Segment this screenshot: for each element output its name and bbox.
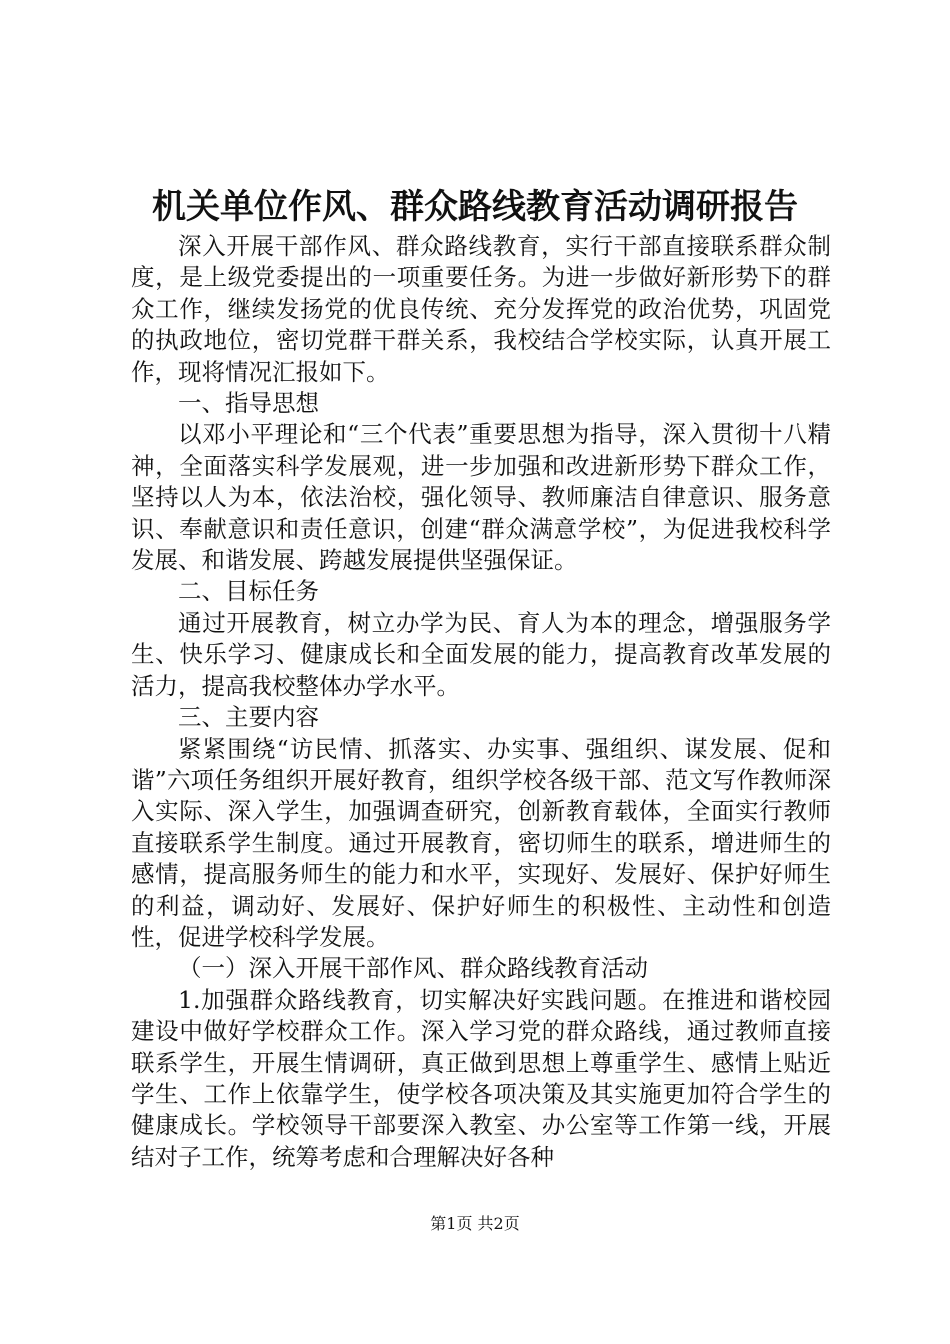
section-heading-guiding-thought: 一、指导思想 xyxy=(178,389,319,418)
document-body xyxy=(131,231,831,1173)
paragraph-item-1: 1.加强群众路线教育，切实解决好实践问题。在推进和谐校园建设中做好学校群众工作。深入学习党的群众路线，通过教师直接联系学生，开展生情调研，真正做到思想上尊重学生、感情上贴近学生、工作上依靠学生，使学校各项决策及其实施更加符合学生的健康成长。学校领导干部要深入教室、办公室等工作第一线，开展结对子工作，统筹考虑和合理解决好各种 xyxy=(131,985,831,1171)
subsection-heading-1: （一）深入开展干部作风、群众路线教育活动 xyxy=(178,954,648,983)
section-heading-main-content: 三、主要内容 xyxy=(178,703,319,732)
document-title: 机关单位作风、群众路线教育活动调研报告 xyxy=(152,187,798,227)
paragraph-goals: 通过开展教育，树立办学为民、育人为本的理念，增强服务学生、快乐学习、健康成长和全面发展的能力，提高教育改革发展的活力，提高我校整体办学水平。 xyxy=(131,608,831,700)
paragraph-guiding-thought: 以邓小平理论和“三个代表”重要思想为指导，深入贯彻十八精神，全面落实科学发展观，进一步加强和改进新形势下群众工作，坚持以人为本，依法治校，强化领导、教师廉洁自律意识、服务意识、奉献意识和责任意识，创建“群众满意学校”，为促进我校科学发展、和谐发展、跨越发展提供坚强保证。 xyxy=(131,420,831,575)
page-footer: 第1页 共2页 xyxy=(430,1214,520,1233)
section-heading-goals: 二、目标任务 xyxy=(178,577,319,606)
paragraph-intro: 深入开展干部作风、群众路线教育，实行干部直接联系群众制度，是上级党委提出的一项重要任务。为进一步做好新形势下的群众工作，继续发扬党的优良传统、充分发挥党的政治优势，巩固党的执政地位，密切党群干群关系，我校结合学校实际，认真开展工作，现将情况汇报如下。 xyxy=(131,232,831,386)
paragraph-main-content: 紧紧围绕“访民情、抓落实、办实事、强组织、谋发展、促和谐”六项任务组织开展好教育，组织学校各级干部、范文写作教师深入实际、深入学生，加强调查研究，创新教育载体，全面实行教师直接联系学生制度。通过开展教育，密切师生的联系，增进师生的感情，提高服务师生的能力和水平，实现好、发展好、保护好师生的利益，调动好、发展好、保护好师生的积极性、主动性和创造性，促进学校科学发展。 xyxy=(131,734,831,951)
